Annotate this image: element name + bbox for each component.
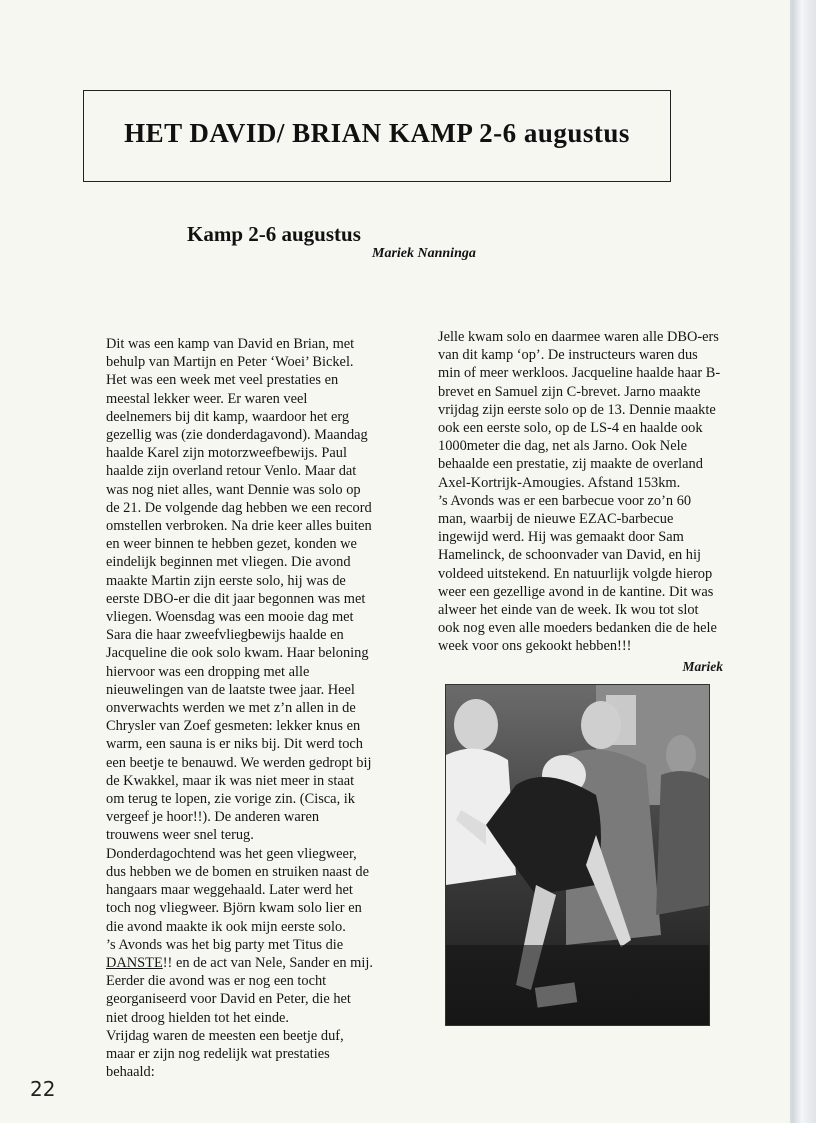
article-author: Mariek Nanninga xyxy=(372,246,476,261)
right-column xyxy=(438,328,723,676)
page-number: 22 xyxy=(30,1077,56,1101)
photo-illustration xyxy=(446,685,710,1026)
left-column xyxy=(106,335,374,1081)
paragraph: ’s Avonds was er een barbecue voor zo’n 60 man, waarbij de nieuwe EZAC-barbecue ingewijd werd. Hij was gemaakt door Sam Hamelinck, de schoonvader van David, en hij voldeed uitstekend. En natuurlijk volgde hierop weer een gezellige avond in de kantine. Dit was alweer het einde van de week. Ik wou tot slot ook nog even alle moeders bedanken die de hele week voor ons gekookt hebben!!! xyxy=(438,492,717,655)
group-photo xyxy=(445,684,710,1026)
danste-word: DANSTE xyxy=(106,954,163,971)
paragraph-text: !! en de act van Nele, Sander en mij. Eerder die avond was er nog een tocht georganiseerd voor David en Peter, die het niet droog hielden tot het einde. xyxy=(106,954,373,1026)
article-subtitle: Kamp 2-6 augustus xyxy=(187,222,361,246)
title-box xyxy=(83,90,671,182)
paragraph: Vrijdag waren de meesten een beetje duf, maar er zijn nog redelijk wat prestaties behaald: xyxy=(106,1027,344,1081)
binding-edge xyxy=(792,0,816,1123)
paragraph: Dit was een kamp van David en Brian, met behulp van Martijn en Peter ‘Woei’ Bickel. Het was een week met veel prestaties en meestal lekker weer. Er waren veel deelnemers bij dit kamp, waardoor het erg gezellig was (zie donderdagavond). Maandag haalde Karel zijn motorzweefbewijs. Paul haalde zijn overland retour Venlo. Maar dat was nog niet alles, want Dennie was solo op de 21. De volgende dag hebben we een record omstellen verbroken. Na drie keer alles buiten en weer binnen te hebben gezet, konden we eindelijk beginnen met vliegen. Die avond maakte Martin zijn eerste solo, hij was de eerste DBO-er die dit jaar begonnen was met vliegen. Woensdag was een mooie dag met Sara die haar zweefvliegbewijs haalde en Jacqueline die ook solo kwam. Haar beloning hiervoor was een dropping met alle nieuwelingen van de laatste twee jaar. Heel onverwachts werden we met z’n allen in de Chrysler van Zoef gesmeten: lekker knus en warm, een sauna is er niks bij. Dit werd toch een beetje te benauwd. We werden gedropt bij de Kwakkel, maar ik was niet meer in staat om terug te lopen, zie vorige zin. (Cisca, ik vergeef je hoor!!). De anderen waren trouwens weer snel terug. xyxy=(106,336,372,844)
signature: Mariek xyxy=(682,658,723,674)
paragraph: Donderdagochtend was het geen vliegweer, dus hebben we de bomen en struiken naast de hangaars maar weggehaald. Later werd het toch nog vliegweer. Björn kwam solo lier en die avond maakte ik ook mijn eerste solo. xyxy=(106,845,369,935)
paragraph-text: ’s Avonds was het big party met Titus die xyxy=(106,936,344,953)
page-title: HET DAVID/ BRIAN KAMP 2-6 augustus xyxy=(124,117,630,148)
paragraph xyxy=(106,936,374,1027)
paragraph: Jelle kwam solo en daarmee waren alle DBO-ers van dit kamp ‘op’. De instructeurs waren dus min of meer werkloos. Jacqueline haalde haar B-brevet en Samuel zijn C-brevet. Jarno maakte vrijdag zijn eerste solo op de 13. Dennie maakte ook een eerste solo, op de LS-4 en haalde ook 1000meter die dag, net als Jarno. Ook Nele behaalde een prestatie, zij maakte de overland Axel-Kortrijk-Amougies. Afstand 153km. xyxy=(438,329,721,491)
